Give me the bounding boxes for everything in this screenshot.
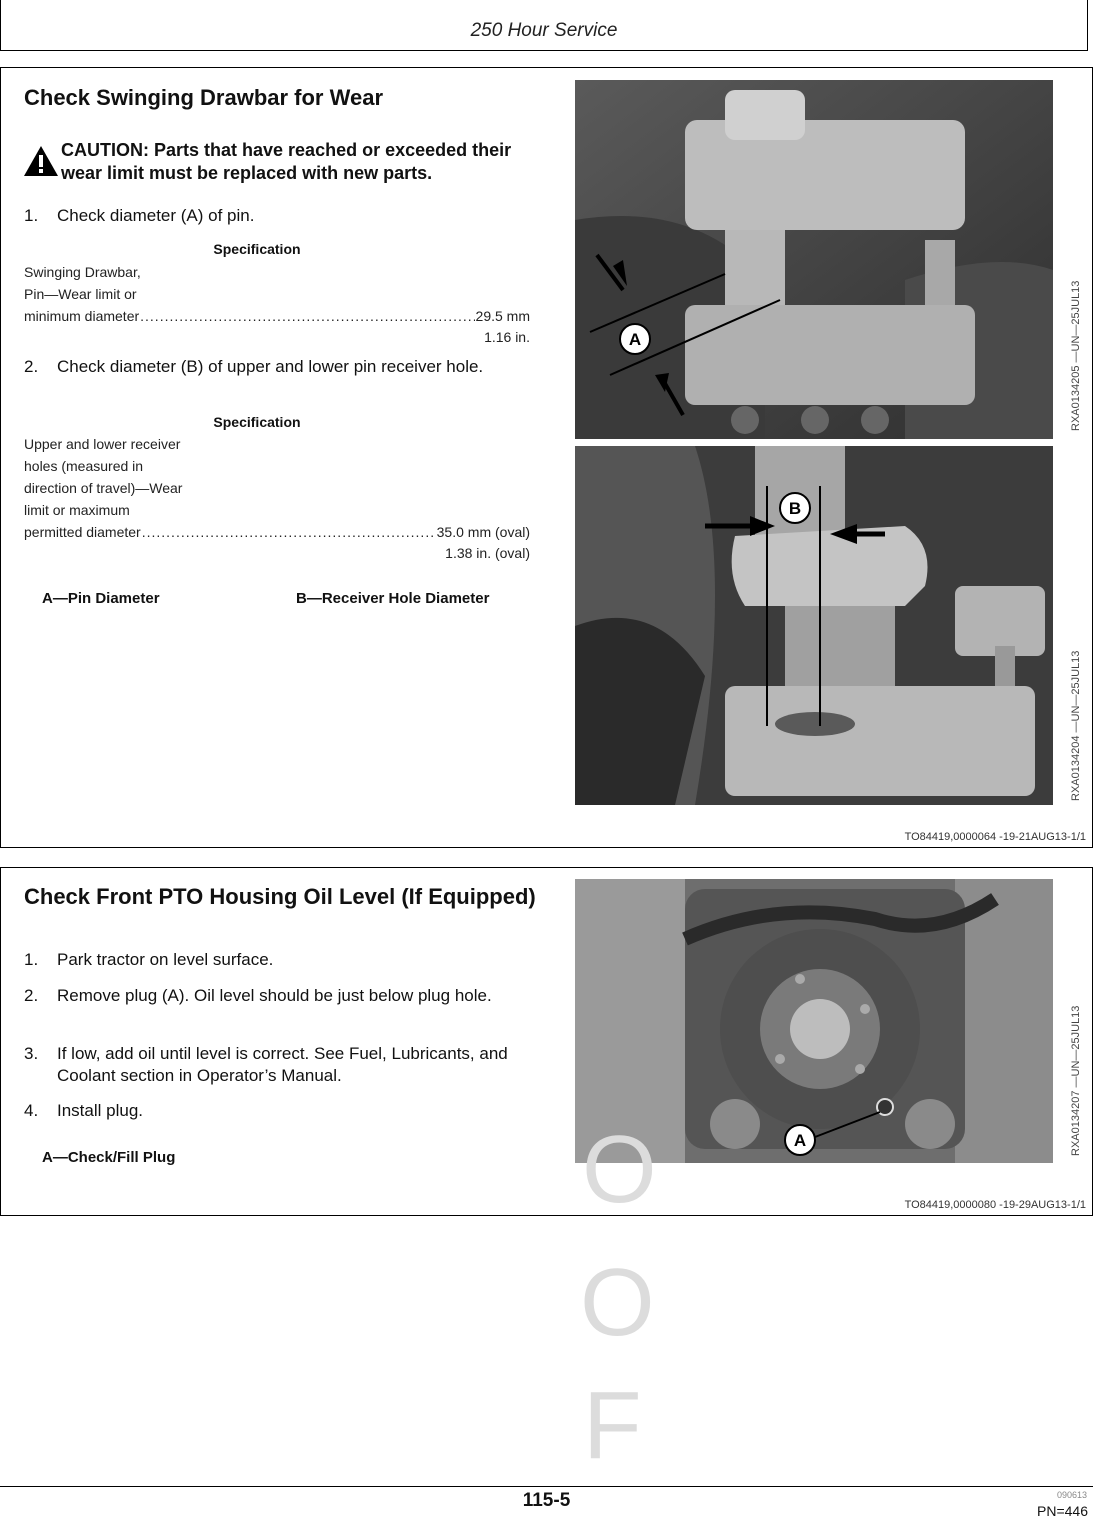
header-title: 250 Hour Service <box>470 20 618 41</box>
step-2 <box>24 985 539 1007</box>
spec-label-line: limit or maximum <box>24 502 130 518</box>
step-text: Remove plug (A). Oil level should be just below plug hole. <box>57 986 492 1005</box>
leader-dots <box>140 307 474 325</box>
footer-divider <box>0 1486 1093 1487</box>
step-text: Check diameter (A) of pin. <box>57 206 255 225</box>
section-title: Check Swinging Drawbar for Wear <box>24 85 384 110</box>
spec-row <box>24 523 530 541</box>
step-1 <box>24 949 539 971</box>
legend-a: A—Pin Diameter <box>42 590 160 607</box>
warning-icon <box>23 145 59 177</box>
step-text: Park tractor on level surface. <box>57 950 274 969</box>
callout-b-label: B <box>788 499 802 518</box>
step-number: 2. <box>24 357 39 376</box>
spec-value-imperial: 1.38 in. (oval) <box>445 545 530 561</box>
spec-value-imperial: 1.16 in. <box>484 329 530 345</box>
spec-label-line: Upper and lower receiver <box>24 436 181 452</box>
spec-value: 29.5 mm <box>475 308 530 324</box>
reference-code: TO84419,0000080 -19-29AUG13-1/1 <box>904 1199 1086 1211</box>
spec-label-line: minimum diameter <box>24 308 140 324</box>
spec-heading: Specification <box>213 414 301 430</box>
watermark-letter: O <box>580 1249 655 1356</box>
photo-code: RXA0134204 —UN—25JUL13 <box>1070 650 1082 801</box>
reference-code: TO84419,0000064 -19-21AUG13-1/1 <box>904 831 1086 843</box>
spec-value: 35.0 mm (oval) <box>436 524 530 540</box>
watermark-letter: F <box>583 1372 642 1479</box>
watermark-letter: O <box>582 1116 657 1223</box>
photo-code: RXA0134205 —UN—25JUL13 <box>1070 280 1082 431</box>
section-title: Check Front PTO Housing Oil Level (If Equipped) <box>24 884 536 909</box>
step-3 <box>24 1043 544 1087</box>
caution-text: CAUTION: Parts that have reached or exceeded their wear limit must be replaced with new parts. <box>61 140 512 183</box>
callout-a-label: A <box>628 330 642 349</box>
spec-heading: Specification <box>213 241 301 257</box>
leader-dots <box>142 523 436 541</box>
footer-code: 090613 <box>1056 1490 1087 1500</box>
step-text: If low, add oil until level is correct. See Fuel, Lubricants, and Coolant section in Operator’s Manual. <box>57 1044 508 1085</box>
drawbar-receiver-photo <box>575 446 1053 805</box>
callout-a-label: A <box>793 1131 807 1150</box>
section-swinging-drawbar <box>0 67 1093 848</box>
spec-label-line: permitted diameter <box>24 524 141 540</box>
step-number: 4. <box>24 1101 39 1120</box>
spec-label-line: direction of travel)—Wear <box>24 480 183 496</box>
step-text: Install plug. <box>57 1101 143 1120</box>
step-number: 3. <box>24 1044 39 1063</box>
step-2 <box>24 356 539 378</box>
step-4 <box>24 1100 539 1122</box>
spec-label-line: Pin—Wear limit or <box>24 286 137 302</box>
step-text: Check diameter (B) of upper and lower pin receiver hole. <box>57 357 484 376</box>
spec-label-line: holes (measured in <box>24 458 144 474</box>
spec-row <box>24 307 530 325</box>
drawbar-receiver-illustration <box>575 446 1053 805</box>
drawbar-pin-photo <box>575 80 1053 439</box>
photo-code: RXA0134207 —UN—25JUL13 <box>1070 1005 1082 1156</box>
step-number: 1. <box>24 950 39 969</box>
page-header <box>0 0 1088 51</box>
step-number: 2. <box>24 986 39 1005</box>
section-front-pto-oil <box>0 867 1093 1216</box>
page-number: 115-5 <box>522 1490 571 1511</box>
step-number: 1. <box>24 206 39 225</box>
step-1 <box>24 205 539 227</box>
legend-a: A—Check/Fill Plug <box>42 1149 176 1166</box>
part-number: PN=446 <box>1037 1503 1088 1519</box>
legend-b: B—Receiver Hole Diameter <box>296 590 490 607</box>
drawbar-pin-illustration <box>575 80 1053 439</box>
spec-label-line: Swinging Drawbar, <box>24 264 141 280</box>
